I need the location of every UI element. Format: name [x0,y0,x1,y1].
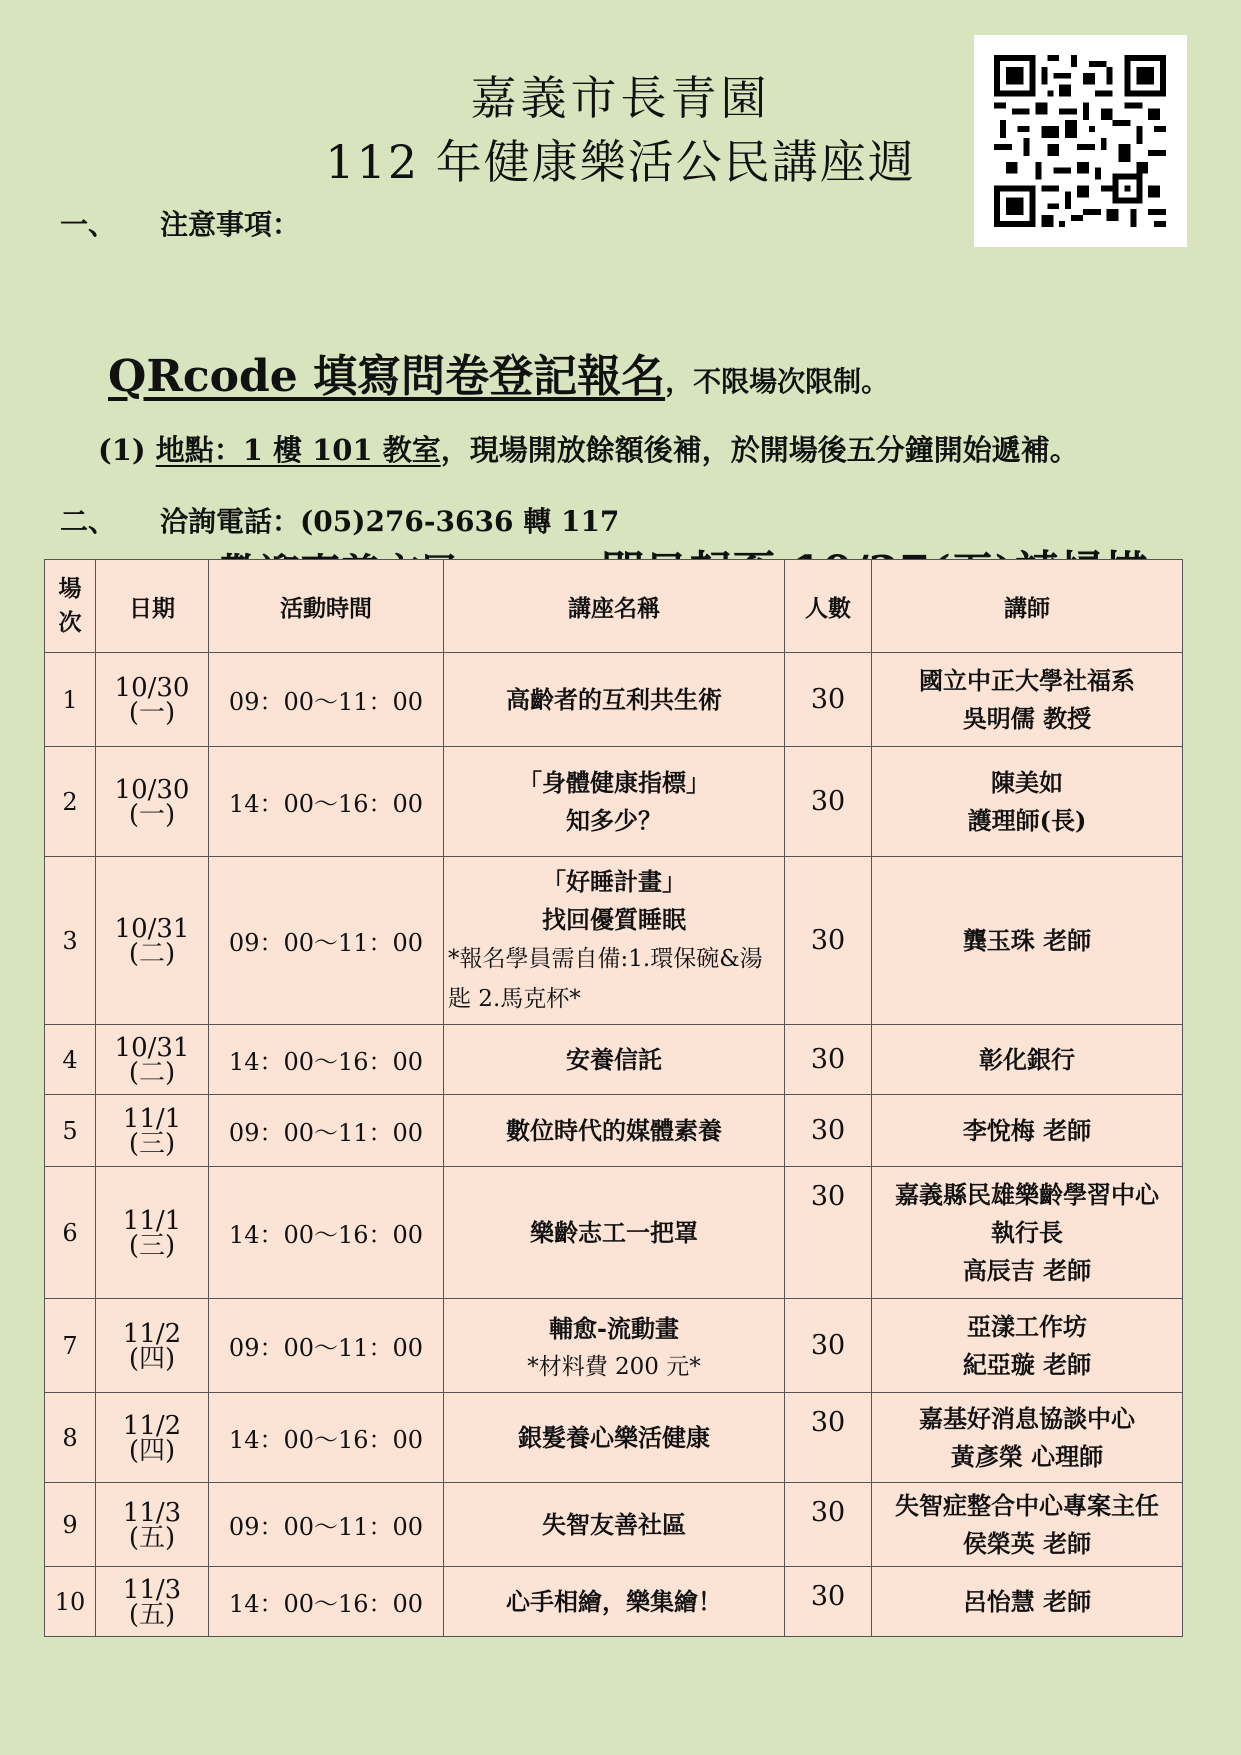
session-date [96,1167,209,1299]
section-notice [60,203,300,243]
session-date [96,653,209,747]
session-number: 9 [45,1483,96,1567]
lecturer [872,1025,1183,1095]
teacher-line-2: 吳明儒 教授 [962,703,1092,733]
date-value: 11/3 [122,1574,182,1605]
lecture-title: 樂齡志工一把罩 [530,1217,698,1247]
session-date [96,747,209,857]
lecturer [872,1167,1183,1299]
session-time: 14：00～16：00 [209,1393,444,1483]
table-row [45,747,1183,857]
weekday-value: (五) [128,1599,176,1630]
lecturer [872,1483,1183,1567]
session-number: 3 [45,857,96,1025]
date-value: 10/30 [114,672,190,703]
attendee-count: 30 [785,747,872,857]
lecture-title: 數位時代的媒體素養 [506,1115,722,1145]
session-date [96,1025,209,1095]
note-prefix: (1) [98,433,156,467]
table-row [45,1025,1183,1095]
weekday-value: (三) [128,1230,176,1261]
header-time: 活動時間 [209,560,444,653]
attendee-count: 30 [785,653,872,747]
section-heading: 注意事項： [160,208,301,241]
session-time: 09：00～11：00 [209,1483,444,1567]
lecture-title: 「好睡計畫」 [542,866,686,896]
qr-code-graphic [994,55,1166,227]
lecture-title: 高齡者的互利共生術 [506,684,722,714]
session-time: 14：00～16：00 [209,1167,444,1299]
session-time: 14：00～16：00 [209,1025,444,1095]
teacher-line-1: 嘉基好消息協談中心 [919,1403,1135,1433]
session-date [96,857,209,1025]
teacher-line-1: 亞漾工作坊 [967,1311,1087,1341]
weekday-value: (一) [128,697,176,728]
date-value: 10/31 [114,1032,190,1063]
header-count: 人數 [785,560,872,653]
lecturer [872,857,1183,1025]
lecturer [872,1393,1183,1483]
location-note [98,428,1079,469]
weekday-value: (一) [128,799,176,830]
attendee-count: 30 [785,1567,872,1637]
session-number: 8 [45,1393,96,1483]
teacher-line-1: 呂怡慧 老師 [962,1586,1092,1616]
teacher-line-1: 彰化銀行 [979,1044,1075,1074]
lecture-note: *材料費 200 元* [527,1354,701,1380]
lecture-name [444,1483,785,1567]
section-number: 二、 [60,505,117,538]
session-time: 09：00～11：00 [209,857,444,1025]
welcome-text-5: ，不限場次限制。 [665,365,890,398]
session-time: 09：00～11：00 [209,1095,444,1167]
attendee-count: 30 [785,1393,872,1483]
lecture-title: 心手相繪，樂集繪！ [506,1586,722,1616]
contact-phone: 洽詢電話：(05)276-3636 轉 117 [160,505,620,538]
section-contact [60,500,619,540]
header-no: 場次 [45,560,96,653]
table-row [45,857,1183,1025]
teacher-line-2: 紀亞璇 老師 [962,1349,1092,1379]
note-rest: ，現場開放餘額後補，於開場後五分鐘開始遞補。 [440,433,1079,467]
lecture-name [444,1567,785,1637]
page-subtitle: 112 年健康樂活公民講座週 [325,135,916,189]
page-title: 嘉義市長青園 [470,71,771,125]
lecture-name [444,1095,785,1167]
teacher-line-2: 護理師(長) [967,805,1087,835]
lecture-title: 安養信託 [566,1044,662,1074]
date-value: 11/2 [122,1318,182,1349]
lecture-name [444,653,785,747]
session-time: 14：00～16：00 [209,747,444,857]
note-location: 地點：1 樓 101 教室 [155,433,441,467]
lecturer [872,1095,1183,1167]
session-number: 10 [45,1567,96,1637]
lecture-name [444,1299,785,1393]
header-name: 講座名稱 [444,560,785,653]
header-teacher: 講師 [872,560,1183,653]
lecturer [872,747,1183,857]
teacher-line-1: 國立中正大學社福系 [919,665,1135,695]
session-number: 6 [45,1167,96,1299]
attendee-count: 30 [785,857,872,1025]
lecturer [872,653,1183,747]
date-value: 10/30 [114,774,190,805]
welcome-text-4: QRcode 填寫問卷登記報名 [108,351,666,402]
session-time: 09：00～11：00 [209,1299,444,1393]
lecture-title: 「身體健康指標」 [518,767,710,797]
lecture-name [444,1393,785,1483]
weekday-value: (三) [128,1128,176,1159]
session-date [96,1567,209,1637]
lecture-title-2: 知多少？ [566,805,662,835]
schedule-table [44,559,1183,1637]
lecture-title: 銀髮養心樂活健康 [518,1422,710,1452]
lecture-name [444,747,785,857]
date-value: 11/3 [122,1497,182,1528]
weekday-value: (五) [128,1522,176,1553]
lecturer [872,1299,1183,1393]
session-number: 5 [45,1095,96,1167]
lecture-name [444,857,785,1025]
lecture-title: 失智友善社區 [542,1509,686,1539]
teacher-line-1: 李悅梅 老師 [962,1115,1092,1145]
weekday-value: (二) [128,1057,176,1088]
teacher-line-1: 陳美如 [991,767,1063,797]
lecture-note: *報名學員需自備:1.環保碗&湯匙 2.馬克杯* [448,945,763,1012]
attendee-count: 30 [785,1483,872,1567]
teacher-line-3: 高辰吉 老師 [962,1255,1092,1285]
header-date: 日期 [96,560,209,653]
session-number: 2 [45,747,96,857]
attendee-count: 30 [785,1025,872,1095]
teacher-line-2: 黃彥榮 心理師 [950,1441,1104,1471]
table-row [45,1095,1183,1167]
table-row [45,1299,1183,1393]
session-number: 7 [45,1299,96,1393]
session-date [96,1483,209,1567]
lecture-title: 輔愈-流動畫 [549,1314,679,1343]
session-date [96,1299,209,1393]
date-value: 11/1 [122,1205,182,1236]
date-value: 11/1 [122,1103,182,1134]
session-time: 14：00～16：00 [209,1567,444,1637]
attendee-count: 30 [785,1167,872,1299]
table-row [45,1483,1183,1567]
section-number: 一、 [60,208,117,241]
teacher-line-1: 嘉義縣民雄樂齡學習中心 [895,1179,1159,1209]
weekday-value: (四) [128,1435,176,1466]
session-time: 09：00～11：00 [209,653,444,747]
teacher-line-2: 侯榮英 老師 [962,1528,1092,1558]
teacher-line-1: 失智症整合中心專案主任 [895,1490,1159,1520]
welcome-line-2 [108,340,889,404]
weekday-value: (四) [128,1343,176,1374]
table-row [45,1167,1183,1299]
table-row [45,1393,1183,1483]
lecture-name [444,1167,785,1299]
session-number: 1 [45,653,96,747]
teacher-line-2: 執行長 [991,1217,1063,1247]
attendee-count: 30 [785,1299,872,1393]
session-date [96,1095,209,1167]
session-number: 4 [45,1025,96,1095]
session-date [96,1393,209,1483]
date-value: 11/2 [122,1410,182,1441]
weekday-value: (二) [128,938,176,969]
teacher-line-1: 龔玉珠 老師 [962,925,1092,955]
qr-code-icon[interactable] [974,35,1187,247]
table-row [45,1567,1183,1637]
lecture-title-2: 找回優質睡眠 [542,904,686,934]
lecture-name [444,1025,785,1095]
table-header-row [45,560,1183,653]
date-value: 10/31 [114,913,190,944]
table-row [45,653,1183,747]
lecturer [872,1567,1183,1637]
attendee-count: 30 [785,1095,872,1167]
